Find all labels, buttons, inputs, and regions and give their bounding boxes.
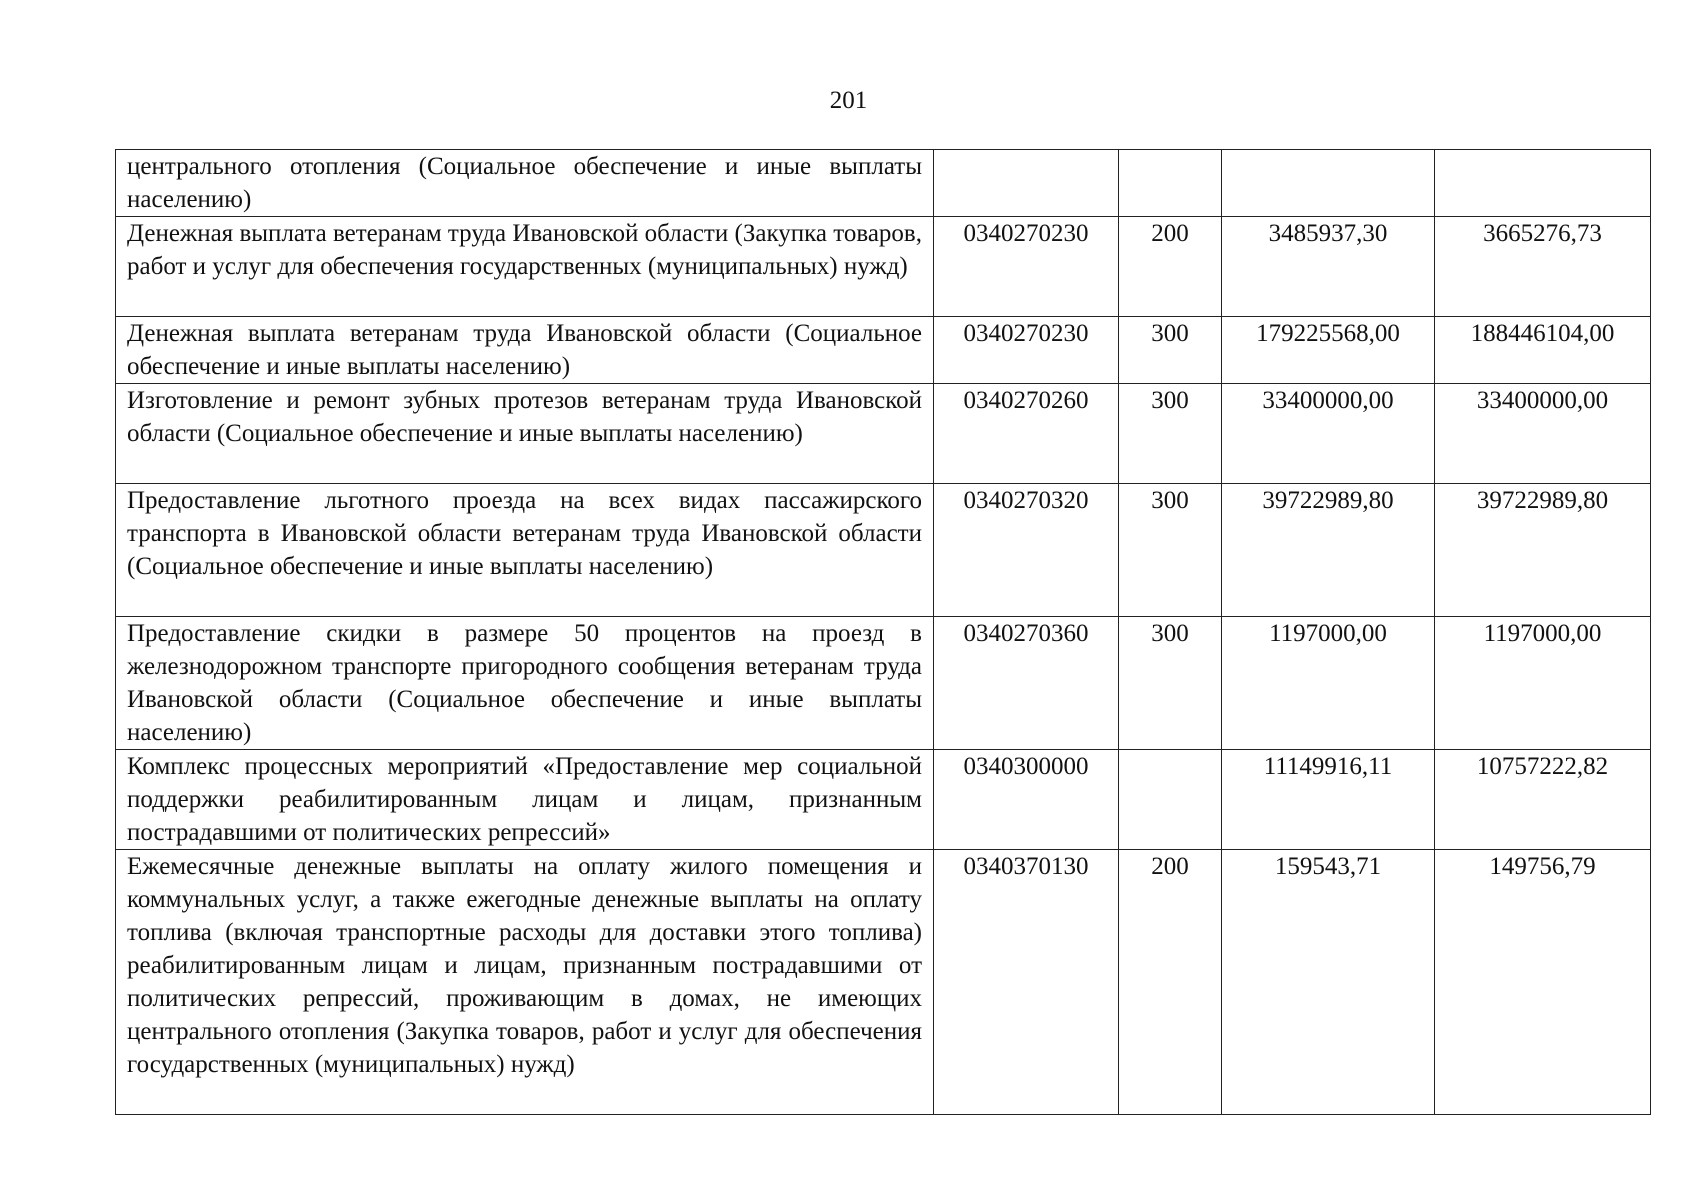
- amount-year-1: 159543,71: [1222, 850, 1435, 1115]
- row-description: центрального отопления (Социальное обеспечение и иные выплаты населению): [116, 150, 934, 217]
- table-row: [116, 217, 1651, 317]
- budget-table: [115, 149, 1651, 1115]
- amount-year-2: 39722989,80: [1435, 484, 1651, 617]
- table-row: [116, 484, 1651, 617]
- table-row: [116, 150, 1651, 217]
- table-row: [116, 317, 1651, 384]
- row-description: Комплекс процессных мероприятий «Предоставление мер социальной поддержки реабилитированным лицам и лицам, признанным пострадавшими от политических репрессий»: [116, 750, 934, 850]
- row-description: Предоставление скидки в размере 50 процентов на проезд в железнодорожном транспорте пригородного сообщения ветеранам труда Ивановской области (Социальное обеспечение и иные выплаты населению): [116, 617, 934, 750]
- table-row: [116, 617, 1651, 750]
- target-article-code: 0340270260: [934, 384, 1119, 484]
- amount-year-2: 188446104,00: [1435, 317, 1651, 384]
- amount-year-1: [1222, 150, 1435, 217]
- expense-type: 300: [1119, 617, 1222, 750]
- expense-type: 300: [1119, 384, 1222, 484]
- expense-type: [1119, 750, 1222, 850]
- table-row: [116, 384, 1651, 484]
- expense-type: 300: [1119, 317, 1222, 384]
- expense-type: 200: [1119, 850, 1222, 1115]
- expense-type: 200: [1119, 217, 1222, 317]
- table-row: [116, 750, 1651, 850]
- amount-year-1: 39722989,80: [1222, 484, 1435, 617]
- amount-year-1: 179225568,00: [1222, 317, 1435, 384]
- amount-year-1: 3485937,30: [1222, 217, 1435, 317]
- row-description: Ежемесячные денежные выплаты на оплату жилого помещения и коммунальных услуг, а также ежегодные денежные выплаты на оплату топлива (включая транспортные расходы для доставки этого топлива) реабилитированным лицам и лицам, признанным пострадавшими от политических репрессий, проживающим в домах, не имеющих центрального отопления (Закупка товаров, работ и услуг для обеспечения государственных (муниципальных) нужд): [116, 850, 934, 1115]
- amount-year-2: 149756,79: [1435, 850, 1651, 1115]
- amount-year-2: 33400000,00: [1435, 384, 1651, 484]
- target-article-code: 0340370130: [934, 850, 1119, 1115]
- amount-year-1: 11149916,11: [1222, 750, 1435, 850]
- amount-year-2: 10757222,82: [1435, 750, 1651, 850]
- row-description: Денежная выплата ветеранам труда Ивановской области (Социальное обеспечение и иные выплаты населению): [116, 317, 934, 384]
- target-article-code: 0340300000: [934, 750, 1119, 850]
- expense-type: [1119, 150, 1222, 217]
- page-number: 201: [829, 87, 868, 114]
- target-article-code: 0340270230: [934, 217, 1119, 317]
- target-article-code: 0340270320: [934, 484, 1119, 617]
- amount-year-2: 1197000,00: [1435, 617, 1651, 750]
- amount-year-1: 33400000,00: [1222, 384, 1435, 484]
- target-article-code: [934, 150, 1119, 217]
- row-description: Денежная выплата ветеранам труда Ивановской области (Закупка товаров, работ и услуг для обеспечения государственных (муниципальных) нужд): [116, 217, 934, 317]
- target-article-code: 0340270360: [934, 617, 1119, 750]
- expense-type: 300: [1119, 484, 1222, 617]
- target-article-code: 0340270230: [934, 317, 1119, 384]
- amount-year-2: [1435, 150, 1651, 217]
- row-description: Изготовление и ремонт зубных протезов ветеранам труда Ивановской области (Социальное обеспечение и иные выплаты населению): [116, 384, 934, 484]
- table-row: [116, 850, 1651, 1115]
- amount-year-1: 1197000,00: [1222, 617, 1435, 750]
- amount-year-2: 3665276,73: [1435, 217, 1651, 317]
- row-description: Предоставление льготного проезда на всех видах пассажирского транспорта в Ивановской области ветеранам труда Ивановской области (Социальное обеспечение и иные выплаты населению): [116, 484, 934, 617]
